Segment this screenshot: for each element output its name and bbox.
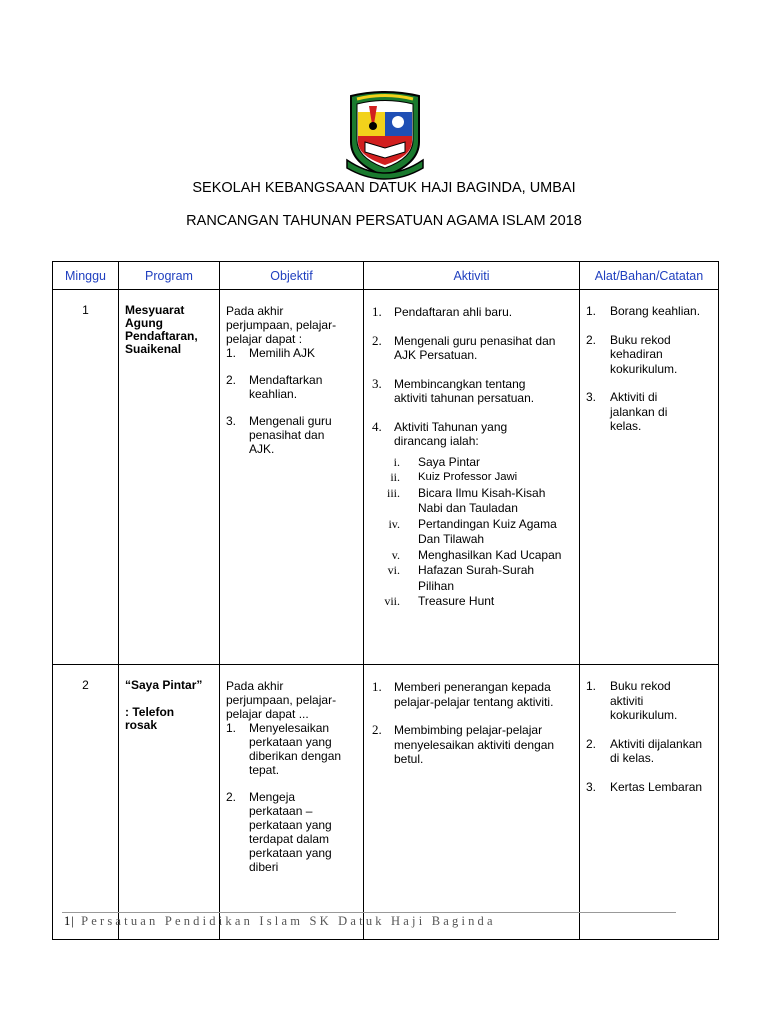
- list-item: [226, 414, 359, 456]
- item-text: Kuiz Professor Jawi: [418, 471, 518, 483]
- table-row: [53, 290, 719, 665]
- item-number: 1.: [226, 721, 237, 735]
- item-number: 2.: [372, 722, 382, 737]
- objective-lead: Pada akhir perjumpaan, pelajar-pelajar dapat ...: [226, 679, 337, 721]
- column-header-program: Program: [119, 262, 220, 290]
- item-number: 2.: [586, 332, 597, 347]
- objective-list: [226, 346, 359, 456]
- item-text: Aktiviti Tahunan yang dirancang ialah:: [394, 419, 508, 448]
- list-item: [586, 333, 714, 377]
- week-number: 2: [53, 665, 119, 940]
- item-number: 2.: [226, 790, 237, 804]
- list-item: [372, 470, 575, 486]
- item-text: Mengeja perkataan – perkataan yang terdapat dalam perkataan yang diberi: [249, 790, 332, 874]
- item-text: Mengenali guru penasihat dan AJK.: [249, 414, 332, 456]
- materials-cell: [580, 665, 719, 940]
- planned-activities-list: [372, 455, 575, 610]
- item-text: Mendaftarkan keahlian.: [249, 373, 323, 401]
- item-number: 1.: [372, 679, 382, 694]
- activity-cell: [364, 665, 580, 940]
- item-number: 2.: [372, 332, 382, 348]
- item-numeral: vi.: [387, 563, 400, 577]
- item-number: 1.: [586, 304, 597, 318]
- item-number: 3.: [586, 779, 597, 794]
- table-row: [53, 665, 719, 940]
- activity-cell: [364, 290, 580, 665]
- item-text: Aktiviti di jalankan di kelas.: [610, 390, 668, 433]
- materials-list: [586, 304, 714, 434]
- item-text: Bicara Ilmu Kisah-Kisah Nabi dan Tauladan: [418, 485, 546, 515]
- list-item: [372, 723, 575, 767]
- column-header-minggu: Minggu: [53, 262, 119, 290]
- item-number: 3.: [372, 375, 382, 391]
- activity-list: [372, 680, 575, 767]
- list-item: [586, 737, 714, 766]
- item-text: Hafazan Surah-Surah Pilihan: [418, 563, 535, 593]
- plan-title-heading: RANCANGAN TAHUNAN PERSATUAN AGAMA ISLAM 2018: [186, 213, 582, 229]
- list-item: [372, 517, 575, 548]
- objective-cell: [220, 290, 364, 665]
- annual-plan-table: [52, 261, 719, 940]
- objective-lead: Pada akhir perjumpaan, pelajar-pelajar dapat :: [226, 304, 337, 346]
- item-text: Treasure Hunt: [418, 594, 495, 608]
- item-numeral: ii.: [390, 470, 400, 484]
- list-item: [372, 334, 575, 363]
- list-item: [372, 486, 575, 517]
- list-item: [226, 346, 359, 360]
- item-number: 2.: [226, 373, 237, 387]
- footer-text: Persatuan Pendidikan Islam SK Datuk Haji Baginda: [81, 914, 496, 928]
- list-item: [226, 721, 359, 777]
- list-item: [226, 790, 359, 874]
- school-name-heading: SEKOLAH KEBANGSAAN DATUK HAJI BAGINDA, UMBAI: [192, 180, 576, 196]
- item-text: Pertandingan Kuiz Agama Dan Tilawah: [418, 516, 557, 546]
- item-text: Memilih AJK: [249, 346, 316, 360]
- program-title: “Saya Pintar”: [125, 678, 203, 692]
- item-number: 2.: [586, 736, 597, 751]
- item-text: Buku rekod aktiviti kokurikulum.: [610, 679, 678, 722]
- materials-cell: [580, 290, 719, 665]
- list-item: [372, 594, 575, 610]
- page-footer: [64, 914, 496, 929]
- list-item: [372, 455, 575, 471]
- item-numeral: vii.: [384, 594, 400, 608]
- item-text: Kertas Lembaran: [610, 779, 703, 794]
- list-item: [372, 305, 575, 320]
- footer-divider: [62, 912, 676, 913]
- list-item: [586, 679, 714, 723]
- program-subtitle: : Telefon rosak: [125, 705, 175, 732]
- table-header-row: [53, 262, 719, 290]
- program-cell: [119, 665, 220, 940]
- item-number: 3.: [586, 390, 597, 404]
- item-text: Pendaftaran ahli baru.: [394, 305, 513, 319]
- item-numeral: v.: [391, 547, 400, 562]
- list-item: [226, 373, 359, 401]
- item-text: Saya Pintar: [418, 454, 481, 469]
- item-text: Menghasilkan Kad Ucapan: [418, 547, 562, 562]
- item-number: 1.: [586, 679, 597, 693]
- footer-separator: |: [71, 914, 75, 928]
- list-item: [586, 390, 714, 434]
- list-item: [372, 377, 575, 406]
- item-number: 3.: [226, 414, 237, 428]
- list-item: [372, 548, 575, 564]
- program-title: Mesyuarat Agung Pendaftaran, Suaikenal: [125, 303, 198, 356]
- item-text: Menyelesaikan perkataan yang diberikan dengan tepat.: [249, 721, 342, 777]
- item-numeral: i.: [393, 454, 400, 469]
- item-text: Buku rekod kehadiran kokurikulum.: [610, 332, 678, 376]
- school-crest-logo: [343, 90, 427, 182]
- item-text: Borang keahlian.: [610, 304, 701, 318]
- item-text: Membimbing pelajar-pelajar menyelesaikan aktiviti dengan betul.: [394, 723, 555, 766]
- page-number: 1: [64, 914, 72, 928]
- column-header-objektif: Objektif: [220, 262, 364, 290]
- column-header-alat: Alat/Bahan/Catatan: [580, 262, 719, 290]
- item-number: 4.: [372, 418, 382, 434]
- item-text: Aktiviti dijalankan di kelas.: [610, 736, 703, 765]
- week-number: 1: [53, 290, 119, 665]
- objective-cell: [220, 665, 364, 940]
- list-item: [372, 420, 575, 449]
- objective-list: [226, 721, 359, 874]
- program-cell: [119, 290, 220, 665]
- item-text: Mengenali guru penasihat dan AJK Persatuan.: [394, 333, 556, 362]
- item-numeral: iii.: [386, 485, 400, 500]
- item-text: Membincangkan tentang aktiviti tahunan persatuan.: [394, 376, 535, 405]
- item-text: Memberi penerangan kepada pelajar-pelajar tentang aktiviti.: [394, 680, 554, 709]
- list-item: [372, 563, 575, 594]
- list-item: [372, 680, 575, 709]
- activity-list: [372, 305, 575, 449]
- materials-list: [586, 679, 714, 794]
- item-number: 1.: [226, 346, 237, 360]
- column-header-aktiviti: Aktiviti: [364, 262, 580, 290]
- item-numeral: iv.: [388, 516, 400, 531]
- list-item: [586, 304, 714, 319]
- item-number: 1.: [372, 304, 382, 319]
- list-item: [586, 780, 714, 795]
